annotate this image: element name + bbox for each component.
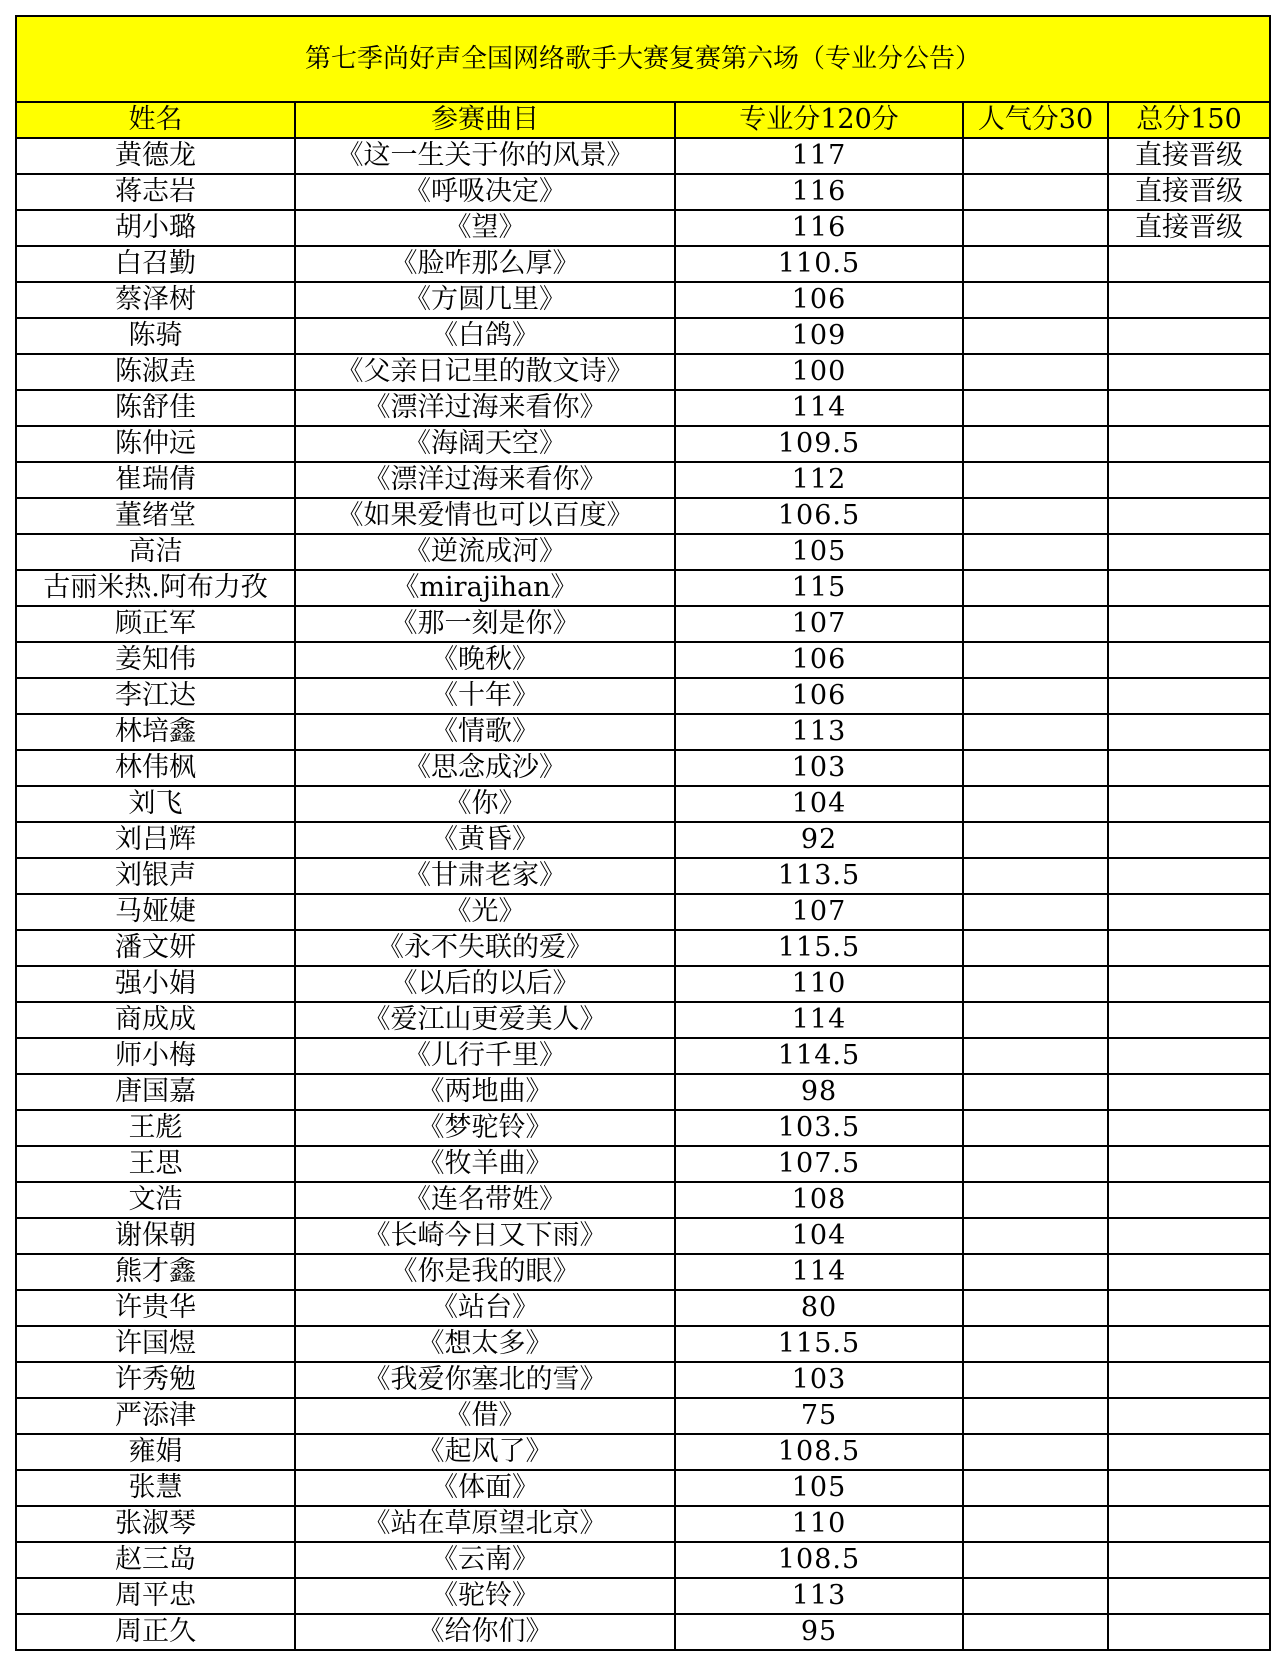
total-status [1108, 1218, 1270, 1254]
song-title: 《这一生关于你的风景》 [295, 138, 675, 174]
pro-score: 106 [675, 642, 963, 678]
pop-score [963, 1254, 1108, 1290]
song-title: 《晚秋》 [295, 642, 675, 678]
song-title: 《体面》 [295, 1470, 675, 1506]
pop-score [963, 570, 1108, 606]
contestant-name: 李江达 [16, 678, 295, 714]
pop-score [963, 1506, 1108, 1542]
pop-score [963, 390, 1108, 426]
contestant-name: 陈淑垚 [16, 354, 295, 390]
contestant-name: 林伟枫 [16, 750, 295, 786]
pop-score [963, 642, 1108, 678]
pop-score [963, 1434, 1108, 1470]
pro-score: 107 [675, 894, 963, 930]
pro-score: 110 [675, 1506, 963, 1542]
total-status [1108, 246, 1270, 282]
table-row [16, 426, 1270, 462]
contestant-name: 王思 [16, 1146, 295, 1182]
pro-score: 80 [675, 1290, 963, 1326]
pro-score: 107.5 [675, 1146, 963, 1182]
pop-score [963, 1110, 1108, 1146]
table-row [16, 1542, 1270, 1578]
total-status [1108, 534, 1270, 570]
table-row [16, 1146, 1270, 1182]
song-title: 《长崎今日又下雨》 [295, 1218, 675, 1254]
contestant-name: 马娅婕 [16, 894, 295, 930]
song-title: 《爱江山更爱美人》 [295, 1002, 675, 1038]
total-status [1108, 714, 1270, 750]
pro-score: 114 [675, 1254, 963, 1290]
table-row [16, 1218, 1270, 1254]
pop-score [963, 894, 1108, 930]
contestant-name: 强小娟 [16, 966, 295, 1002]
table-row [16, 282, 1270, 318]
pro-score: 95 [675, 1614, 963, 1650]
table-row [16, 354, 1270, 390]
pop-score [963, 1470, 1108, 1506]
pop-score [963, 678, 1108, 714]
pro-score: 104 [675, 1218, 963, 1254]
total-status [1108, 1038, 1270, 1074]
contestant-name: 许秀勉 [16, 1362, 295, 1398]
contestant-name: 谢保朝 [16, 1218, 295, 1254]
table-row [16, 174, 1270, 210]
pop-score [963, 966, 1108, 1002]
song-title: 《连名带姓》 [295, 1182, 675, 1218]
contestant-name: 姜知伟 [16, 642, 295, 678]
pop-score [963, 1182, 1108, 1218]
pro-score: 115.5 [675, 930, 963, 966]
song-title: 《黄昏》 [295, 822, 675, 858]
header-row [16, 102, 1270, 138]
total-status [1108, 858, 1270, 894]
total-status [1108, 750, 1270, 786]
total-status [1108, 498, 1270, 534]
pop-score [963, 1614, 1108, 1650]
contestant-name: 顾正军 [16, 606, 295, 642]
song-title: 《想太多》 [295, 1326, 675, 1362]
total-status [1108, 1074, 1270, 1110]
pro-score: 108.5 [675, 1434, 963, 1470]
total-status [1108, 786, 1270, 822]
pop-score [963, 714, 1108, 750]
score-table [15, 15, 1271, 1651]
song-title: 《起风了》 [295, 1434, 675, 1470]
song-title: 《云南》 [295, 1542, 675, 1578]
pop-score [963, 858, 1108, 894]
song-title: 《思念成沙》 [295, 750, 675, 786]
song-title: 《呼吸决定》 [295, 174, 675, 210]
song-title: 《以后的以后》 [295, 966, 675, 1002]
table-row [16, 930, 1270, 966]
song-title: 《父亲日记里的散文诗》 [295, 354, 675, 390]
contestant-name: 陈仲远 [16, 426, 295, 462]
total-status [1108, 1146, 1270, 1182]
pro-score: 100 [675, 354, 963, 390]
contestant-name: 高洁 [16, 534, 295, 570]
table-row [16, 138, 1270, 174]
pro-score: 75 [675, 1398, 963, 1434]
pro-score: 92 [675, 822, 963, 858]
table-row [16, 1578, 1270, 1614]
contestant-name: 商成成 [16, 1002, 295, 1038]
table-row [16, 606, 1270, 642]
contestant-name: 崔瑞倩 [16, 462, 295, 498]
table-row [16, 1614, 1270, 1650]
table-row [16, 534, 1270, 570]
total-status [1108, 1542, 1270, 1578]
pop-score [963, 354, 1108, 390]
pop-score [963, 498, 1108, 534]
pro-score: 114 [675, 390, 963, 426]
song-title: 《永不失联的爱》 [295, 930, 675, 966]
pop-score [963, 786, 1108, 822]
header-total: 总分150 [1108, 102, 1270, 138]
song-title: 《驼铃》 [295, 1578, 675, 1614]
total-status [1108, 1182, 1270, 1218]
total-status [1108, 1434, 1270, 1470]
contestant-name: 周正久 [16, 1614, 295, 1650]
pro-score: 117 [675, 138, 963, 174]
contestant-name: 周平忠 [16, 1578, 295, 1614]
song-title: 《你是我的眼》 [295, 1254, 675, 1290]
total-status [1108, 1254, 1270, 1290]
pop-score [963, 534, 1108, 570]
total-status [1108, 1002, 1270, 1038]
table-row [16, 1110, 1270, 1146]
total-status [1108, 318, 1270, 354]
pop-score [963, 462, 1108, 498]
pop-score [963, 210, 1108, 246]
total-status [1108, 678, 1270, 714]
song-title: 《牧羊曲》 [295, 1146, 675, 1182]
pro-score: 108.5 [675, 1542, 963, 1578]
contestant-name: 陈骑 [16, 318, 295, 354]
table-row [16, 1470, 1270, 1506]
total-status [1108, 570, 1270, 606]
contestant-name: 胡小璐 [16, 210, 295, 246]
total-status [1108, 1326, 1270, 1362]
pro-score: 106.5 [675, 498, 963, 534]
contestant-name: 唐国嘉 [16, 1074, 295, 1110]
total-status [1108, 1506, 1270, 1542]
contestant-name: 许国煜 [16, 1326, 295, 1362]
song-title: 《我爱你塞北的雪》 [295, 1362, 675, 1398]
pro-score: 105 [675, 1470, 963, 1506]
pro-score: 106 [675, 678, 963, 714]
pop-score [963, 1002, 1108, 1038]
song-title: 《白鸽》 [295, 318, 675, 354]
total-status [1108, 894, 1270, 930]
pro-score: 114 [675, 1002, 963, 1038]
table-row [16, 822, 1270, 858]
pop-score [963, 822, 1108, 858]
pro-score: 115 [675, 570, 963, 606]
song-title: 《甘肃老家》 [295, 858, 675, 894]
contestant-name: 陈舒佳 [16, 390, 295, 426]
song-title: 《望》 [295, 210, 675, 246]
pro-score: 98 [675, 1074, 963, 1110]
pop-score [963, 1326, 1108, 1362]
pro-score: 113.5 [675, 858, 963, 894]
song-title: 《如果爱情也可以百度》 [295, 498, 675, 534]
total-status [1108, 462, 1270, 498]
total-status: 直接晋级 [1108, 210, 1270, 246]
table-row [16, 462, 1270, 498]
table-row [16, 570, 1270, 606]
total-status [1108, 822, 1270, 858]
contestant-name: 刘飞 [16, 786, 295, 822]
pro-score: 109 [675, 318, 963, 354]
total-status [1108, 354, 1270, 390]
song-title: 《你》 [295, 786, 675, 822]
pro-score: 110.5 [675, 246, 963, 282]
table-row [16, 642, 1270, 678]
pop-score [963, 1578, 1108, 1614]
total-status [1108, 606, 1270, 642]
table-row [16, 1326, 1270, 1362]
pro-score: 108 [675, 1182, 963, 1218]
song-title: 《借》 [295, 1398, 675, 1434]
total-status [1108, 1362, 1270, 1398]
song-title: 《两地曲》 [295, 1074, 675, 1110]
total-status [1108, 1290, 1270, 1326]
contestant-name: 潘文妍 [16, 930, 295, 966]
table-row [16, 1290, 1270, 1326]
song-title: 《站在草原望北京》 [295, 1506, 675, 1542]
pro-score: 103.5 [675, 1110, 963, 1146]
contestant-name: 张淑琴 [16, 1506, 295, 1542]
table-row [16, 1434, 1270, 1470]
contestant-name: 林培鑫 [16, 714, 295, 750]
contestant-name: 蒋志岩 [16, 174, 295, 210]
table-row [16, 678, 1270, 714]
pro-score: 109.5 [675, 426, 963, 462]
pro-score: 103 [675, 1362, 963, 1398]
pro-score: 106 [675, 282, 963, 318]
contestant-name: 刘吕辉 [16, 822, 295, 858]
total-status [1108, 930, 1270, 966]
contestant-name: 王彪 [16, 1110, 295, 1146]
header-song: 参赛曲目 [295, 102, 675, 138]
table-row [16, 966, 1270, 1002]
table-row [16, 1074, 1270, 1110]
pop-score [963, 1398, 1108, 1434]
contestant-name: 文浩 [16, 1182, 295, 1218]
table-row [16, 1254, 1270, 1290]
pro-score: 105 [675, 534, 963, 570]
pop-score [963, 1218, 1108, 1254]
contestant-name: 黄德龙 [16, 138, 295, 174]
pro-score: 107 [675, 606, 963, 642]
pro-score: 113 [675, 1578, 963, 1614]
table-row [16, 246, 1270, 282]
contestant-name: 许贵华 [16, 1290, 295, 1326]
total-status: 直接晋级 [1108, 174, 1270, 210]
pop-score [963, 426, 1108, 462]
header-pro-score: 专业分120分 [675, 102, 963, 138]
table-row [16, 210, 1270, 246]
pop-score [963, 138, 1108, 174]
total-status [1108, 390, 1270, 426]
song-title: 《站台》 [295, 1290, 675, 1326]
pop-score [963, 606, 1108, 642]
song-title: 《情歌》 [295, 714, 675, 750]
pop-score [963, 1074, 1108, 1110]
total-status [1108, 282, 1270, 318]
pro-score: 115.5 [675, 1326, 963, 1362]
table-row [16, 750, 1270, 786]
table-row [16, 786, 1270, 822]
song-title: 《漂洋过海来看你》 [295, 390, 675, 426]
pop-score [963, 1290, 1108, 1326]
pop-score [963, 174, 1108, 210]
header-name: 姓名 [16, 102, 295, 138]
table-row [16, 714, 1270, 750]
pop-score [963, 1146, 1108, 1182]
pro-score: 116 [675, 210, 963, 246]
contestant-name: 赵三岛 [16, 1542, 295, 1578]
song-title: 《逆流成河》 [295, 534, 675, 570]
table-row [16, 1182, 1270, 1218]
total-status [1108, 966, 1270, 1002]
song-title: 《方圆几里》 [295, 282, 675, 318]
table-row [16, 1038, 1270, 1074]
pro-score: 110 [675, 966, 963, 1002]
contestant-name: 蔡泽树 [16, 282, 295, 318]
table-row [16, 318, 1270, 354]
song-title: 《漂洋过海来看你》 [295, 462, 675, 498]
song-title: 《光》 [295, 894, 675, 930]
contestant-name: 古丽米热.阿布力孜 [16, 570, 295, 606]
table-row [16, 858, 1270, 894]
table-row [16, 1362, 1270, 1398]
pop-score [963, 282, 1108, 318]
song-title: 《那一刻是你》 [295, 606, 675, 642]
pro-score: 116 [675, 174, 963, 210]
pro-score: 104 [675, 786, 963, 822]
total-status [1108, 1398, 1270, 1434]
contestant-name: 熊才鑫 [16, 1254, 295, 1290]
total-status [1108, 642, 1270, 678]
pop-score [963, 1038, 1108, 1074]
pop-score [963, 246, 1108, 282]
total-status [1108, 426, 1270, 462]
total-status [1108, 1614, 1270, 1650]
table-body [16, 138, 1270, 1650]
contestant-name: 雍娟 [16, 1434, 295, 1470]
pop-score [963, 750, 1108, 786]
page-title: 第七季尚好声全国网络歌手大赛复赛第六场（专业分公告） [16, 16, 1270, 102]
pro-score: 103 [675, 750, 963, 786]
total-status [1108, 1110, 1270, 1146]
song-title: 《儿行千里》 [295, 1038, 675, 1074]
song-title: 《mirajihan》 [295, 570, 675, 606]
table-row [16, 390, 1270, 426]
table-row [16, 1002, 1270, 1038]
pop-score [963, 1362, 1108, 1398]
total-status [1108, 1470, 1270, 1506]
pop-score [963, 318, 1108, 354]
contestant-name: 严添津 [16, 1398, 295, 1434]
pop-score [963, 1542, 1108, 1578]
contestant-name: 董绪堂 [16, 498, 295, 534]
pro-score: 112 [675, 462, 963, 498]
song-title: 《脸咋那么厚》 [295, 246, 675, 282]
header-pop-score: 人气分30 [963, 102, 1108, 138]
song-title: 《梦驼铃》 [295, 1110, 675, 1146]
pop-score [963, 930, 1108, 966]
total-status: 直接晋级 [1108, 138, 1270, 174]
song-title: 《给你们》 [295, 1614, 675, 1650]
contestant-name: 刘银声 [16, 858, 295, 894]
pro-score: 114.5 [675, 1038, 963, 1074]
table-row [16, 894, 1270, 930]
pro-score: 113 [675, 714, 963, 750]
table-row [16, 1506, 1270, 1542]
song-title: 《十年》 [295, 678, 675, 714]
song-title: 《海阔天空》 [295, 426, 675, 462]
total-status [1108, 1578, 1270, 1614]
contestant-name: 张慧 [16, 1470, 295, 1506]
table-row [16, 498, 1270, 534]
table-row [16, 1398, 1270, 1434]
contestant-name: 白召勤 [16, 246, 295, 282]
contestant-name: 师小梅 [16, 1038, 295, 1074]
